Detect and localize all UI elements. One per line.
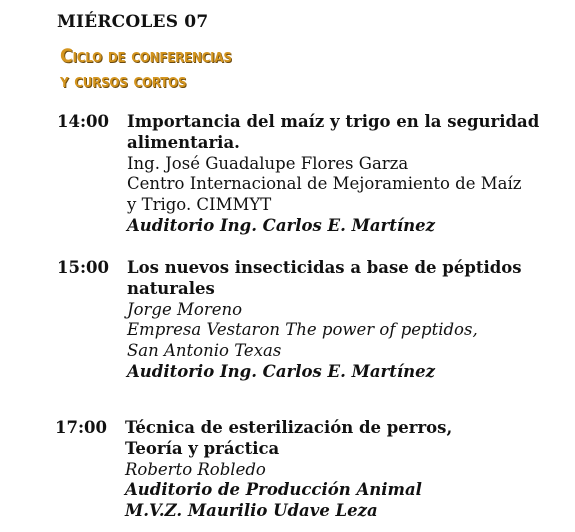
event-time: 17:00	[55, 418, 108, 437]
event-institution-line-2: San Antonio Texas	[127, 341, 282, 361]
event-details	[127, 258, 547, 383]
event-speaker: Ing. José Guadalupe Flores Garza	[127, 153, 409, 173]
event-speaker: Roberto Robledo	[125, 459, 266, 479]
event-details	[125, 418, 545, 522]
section-title-line-2: y cursos cortos	[60, 70, 187, 92]
section-title-line-1: Ciclo de conferencias	[60, 45, 232, 67]
event-title-line-1: Los nuevos insecticidas a base de péptidos	[127, 258, 522, 277]
event-title-line-1: Importancia del maíz y trigo en la seguridad	[127, 112, 540, 131]
event-title-line-2: Teoría y práctica	[125, 438, 280, 458]
event-institution-line-2: y Trigo. CIMMYT	[127, 195, 272, 215]
event-title-line-1: Técnica de esterilización de perros,	[125, 418, 453, 437]
event-venue: Auditorio de Producción Animal	[125, 480, 422, 500]
event-venue: Auditorio Ing. Carlos E. Martínez	[127, 215, 435, 235]
event-institution-line-1: Empresa Vestaron The power of peptidos,	[127, 320, 478, 340]
event-venue: Auditorio Ing. Carlos E. Martínez	[127, 361, 435, 381]
event-host: M.V.Z. Maurilio Udave Leza	[125, 501, 378, 521]
event-time: 14:00	[57, 112, 110, 131]
section-title	[60, 44, 232, 94]
event-time: 15:00	[57, 258, 110, 277]
event-details	[127, 112, 547, 237]
event-title-line-2: alimentaria.	[127, 132, 240, 152]
event-speaker: Jorge Moreno	[127, 299, 243, 319]
day-heading: MIÉRCOLES 07	[57, 12, 209, 32]
event-institution-line-1: Centro Internacional de Mejoramiento de Maíz	[127, 174, 522, 194]
event-title-line-2: naturales	[127, 278, 215, 298]
